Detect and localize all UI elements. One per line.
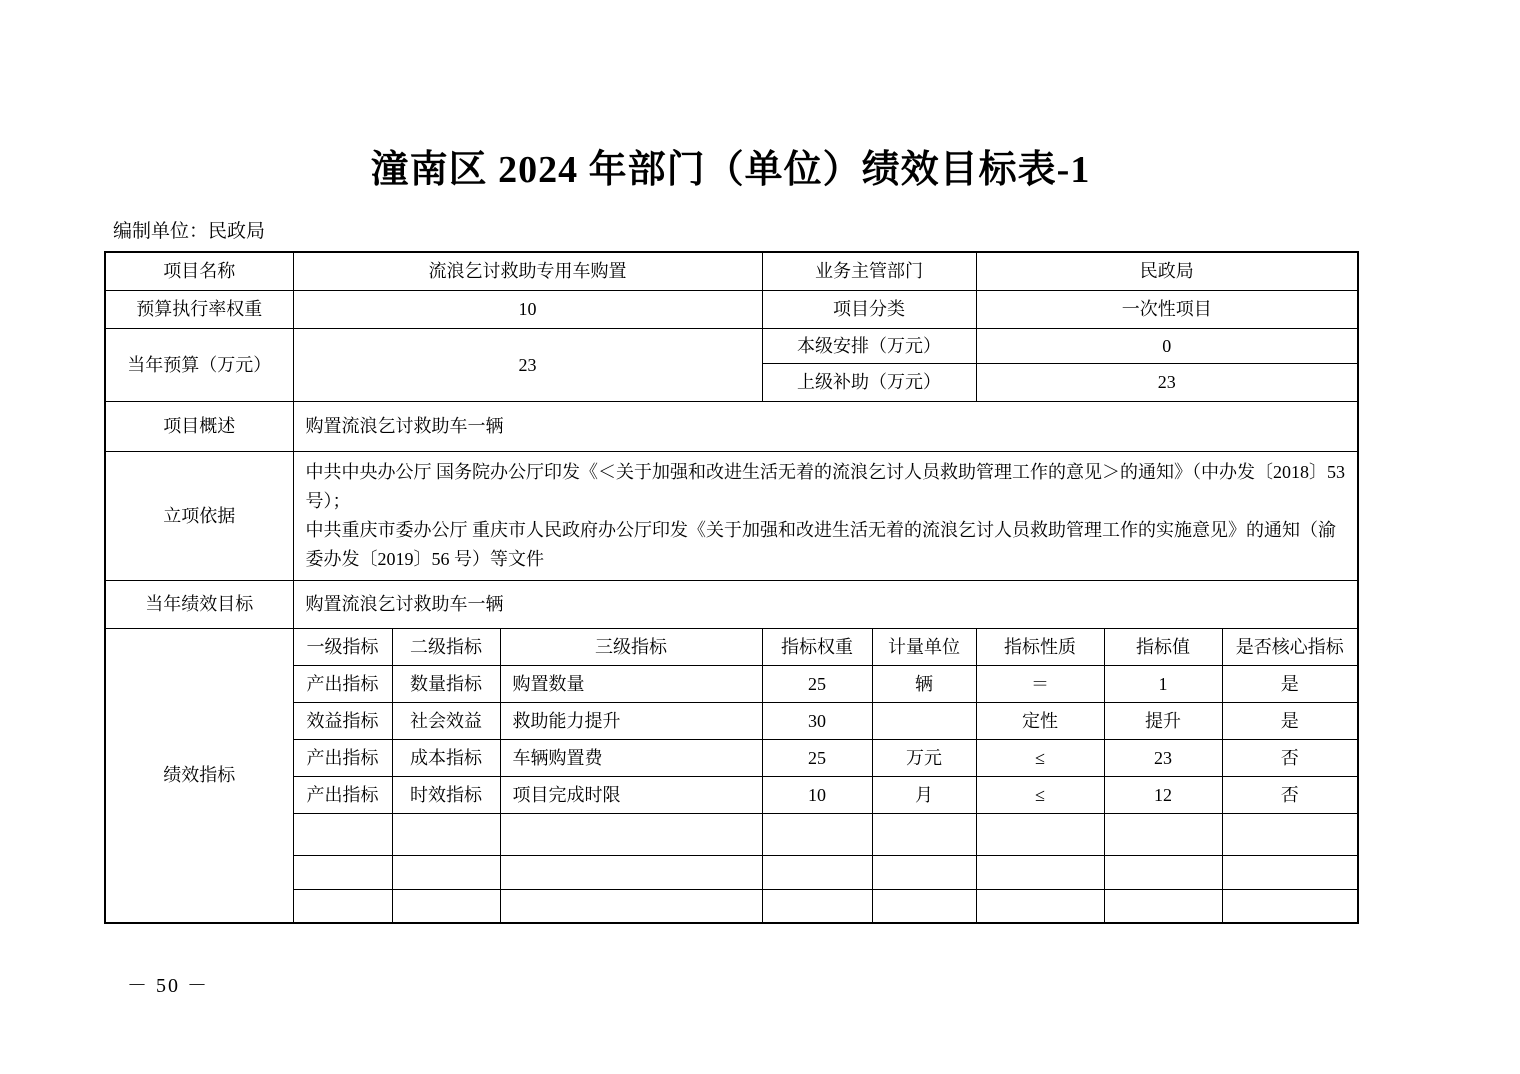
indicator-cell <box>392 889 500 923</box>
budget-exec-weight-value: 10 <box>293 290 762 328</box>
indicator-cell <box>1104 889 1222 923</box>
indicator-cell: 定性 <box>976 702 1104 739</box>
indicator-cell: ≤ <box>976 739 1104 776</box>
year-budget-value: 23 <box>293 328 762 401</box>
indicator-cell: 车辆购置费 <box>500 739 762 776</box>
indicator-cell: 效益指标 <box>293 702 392 739</box>
indicator-row <box>105 739 1358 776</box>
basis-label: 立项依据 <box>105 451 293 580</box>
basis-paragraph-1: 中共中央办公厅 国务院办公厅印发《＜关于加强和改进生活无着的流浪乞讨人员救助管理工作的意见＞的通知》（中办发〔2018〕53 号）； <box>305 461 1345 511</box>
year-goal-label: 当年绩效目标 <box>105 580 293 628</box>
indicator-cell: 30 <box>762 702 872 739</box>
indicator-header-cell: 计量单位 <box>872 628 976 665</box>
indicator-row-empty <box>105 813 1358 855</box>
overview-label: 项目概述 <box>105 401 293 451</box>
indicator-cell: 辆 <box>872 665 976 702</box>
indicator-cell: 万元 <box>872 739 976 776</box>
indicator-cell: 提升 <box>1104 702 1222 739</box>
indicator-row-empty <box>105 889 1358 923</box>
indicator-cell: 项目完成时限 <box>500 776 762 813</box>
indicator-cell: 救助能力提升 <box>500 702 762 739</box>
indicator-cell: ≤ <box>976 776 1104 813</box>
indicator-cell: 10 <box>762 776 872 813</box>
indicator-row <box>105 776 1358 813</box>
project-name-label: 项目名称 <box>105 252 293 290</box>
indicator-cell <box>976 813 1104 855</box>
indicator-cell: 12 <box>1104 776 1222 813</box>
indicator-cell: 1 <box>1104 665 1222 702</box>
year-budget-label: 当年预算（万元） <box>105 328 293 401</box>
superior-subsidy-label: 上级补助（万元） <box>762 363 976 401</box>
competent-dept-value: 民政局 <box>976 252 1358 290</box>
indicator-cell: 产出指标 <box>293 739 392 776</box>
project-category-value: 一次性项目 <box>976 290 1358 328</box>
indicator-header-cell: 指标值 <box>1104 628 1222 665</box>
basis-value <box>293 451 1358 580</box>
indicator-cell: 数量指标 <box>392 665 500 702</box>
indicator-row <box>105 665 1358 702</box>
indicator-cell: 25 <box>762 739 872 776</box>
indicator-cell: 25 <box>762 665 872 702</box>
indicator-cell: 否 <box>1222 739 1358 776</box>
table-row <box>105 580 1358 628</box>
indicator-cell <box>392 813 500 855</box>
indicator-cell <box>976 855 1104 889</box>
indicator-cell <box>976 889 1104 923</box>
indicator-cell <box>1222 889 1358 923</box>
project-category-label: 项目分类 <box>762 290 976 328</box>
indicator-cell <box>293 855 392 889</box>
indicator-cell <box>762 813 872 855</box>
indicator-cell <box>293 813 392 855</box>
indicator-cell: 是 <box>1222 702 1358 739</box>
indicator-cell: 时效指标 <box>392 776 500 813</box>
indicator-cell <box>762 855 872 889</box>
indicator-header-cell: 是否核心指标 <box>1222 628 1358 665</box>
indicator-cell <box>392 855 500 889</box>
table-row <box>105 401 1358 451</box>
indicator-row-empty <box>105 855 1358 889</box>
indicator-header-cell: 三级指标 <box>500 628 762 665</box>
indicator-header-cell: 指标性质 <box>976 628 1104 665</box>
table-row <box>105 290 1358 328</box>
superior-subsidy-value: 23 <box>976 363 1358 401</box>
indicator-cell <box>1222 855 1358 889</box>
indicator-cell: 成本指标 <box>392 739 500 776</box>
indicator-header-row <box>105 628 1358 665</box>
indicator-header-cell: 指标权重 <box>762 628 872 665</box>
indicator-cell <box>872 813 976 855</box>
indicator-cell: 购置数量 <box>500 665 762 702</box>
basis-paragraph-2: 中共重庆市委办公厅 重庆市人民政府办公厅印发《关于加强和改进生活无着的流浪乞讨人员救助管理工作的实施意见》的通知（渝委办发〔2019〕56 号）等文件 <box>305 519 1336 569</box>
indicator-cell <box>1104 813 1222 855</box>
indicator-cell <box>1222 813 1358 855</box>
indicator-cell <box>762 889 872 923</box>
year-goal-value: 购置流浪乞讨救助车一辆 <box>293 580 1358 628</box>
indicator-cell <box>500 855 762 889</box>
local-arrangement-value: 0 <box>976 328 1358 363</box>
competent-dept-label: 业务主管部门 <box>762 252 976 290</box>
table-row <box>105 252 1358 290</box>
indicator-cell <box>500 813 762 855</box>
indicator-cell: 23 <box>1104 739 1222 776</box>
indicator-cell <box>1104 855 1222 889</box>
indicator-header-cell: 二级指标 <box>392 628 500 665</box>
local-arrangement-label: 本级安排（万元） <box>762 328 976 363</box>
indicator-row <box>105 702 1358 739</box>
page-number: － 50 － <box>127 975 209 997</box>
indicator-cell: 是 <box>1222 665 1358 702</box>
budget-exec-weight-label: 预算执行率权重 <box>105 290 293 328</box>
performance-indicators-label: 绩效指标 <box>105 628 293 923</box>
project-name-value: 流浪乞讨救助专用车购置 <box>293 252 762 290</box>
indicator-cell <box>872 855 976 889</box>
indicator-cell: 社会效益 <box>392 702 500 739</box>
prepared-by-label: 编制单位：民政局 <box>113 221 266 242</box>
indicator-cell: ＝ <box>976 665 1104 702</box>
indicator-cell <box>293 889 392 923</box>
indicator-cell: 产出指标 <box>293 776 392 813</box>
overview-value: 购置流浪乞讨救助车一辆 <box>293 401 1358 451</box>
table-row <box>105 451 1358 580</box>
indicator-cell: 否 <box>1222 776 1358 813</box>
performance-target-table <box>104 251 1359 924</box>
indicator-cell: 月 <box>872 776 976 813</box>
table-row <box>105 328 1358 363</box>
indicator-cell <box>872 702 976 739</box>
indicator-cell: 产出指标 <box>293 665 392 702</box>
indicator-header-cell: 一级指标 <box>293 628 392 665</box>
indicator-cell <box>500 889 762 923</box>
indicator-cell <box>872 889 976 923</box>
page-title: 潼南区 2024 年部门（单位）绩效目标表-1 <box>370 149 1091 191</box>
